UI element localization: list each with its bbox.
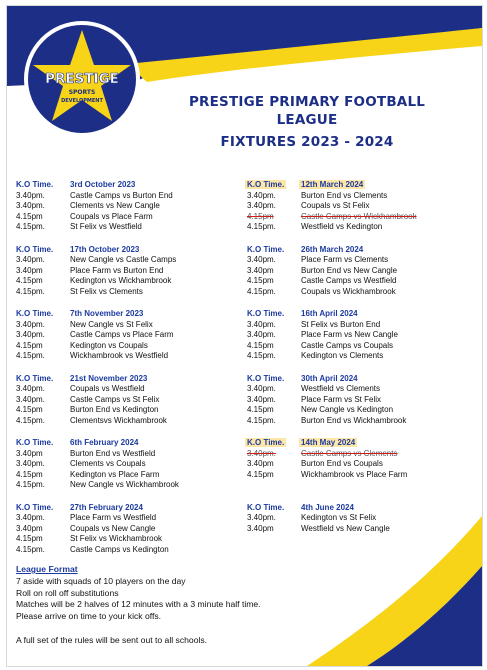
rules-note: A full set of the rules will be sent out to all schools. (16, 634, 208, 645)
kick-off-time: 3.40pm. (16, 255, 45, 265)
fixture-row (16, 330, 246, 341)
kick-off-time: 4.15pm. (16, 222, 45, 232)
ko-time-label: K.O Time. (16, 438, 54, 447)
fixture-row (247, 524, 477, 535)
match-teams: Burton End vs Kedington (70, 405, 159, 415)
fixture-header (247, 309, 477, 320)
fixture-date: 12th March 2024 (301, 180, 364, 189)
match-teams: Burton End vs Wickhambrook (301, 415, 407, 425)
ko-time-label: K.O Time. (16, 309, 54, 318)
ko-time-label: K.O Time. (16, 373, 54, 383)
fixture-row (247, 395, 477, 406)
match-teams: New Cangle vs Castle Camps (70, 255, 177, 265)
match-teams: Westfield vs Kedington (301, 222, 383, 232)
kick-off-time: 4.15pm. (16, 415, 45, 425)
fixture-row (16, 459, 246, 470)
fixture-row (16, 276, 246, 287)
ko-time-label: K.O Time. (16, 502, 54, 512)
title-line-2: FIXTURES 2023 - 2024 (220, 134, 394, 150)
kick-off-time: 4.15pm (247, 340, 274, 350)
kick-off-time: 3.40pm. (247, 394, 276, 404)
fixture-header (247, 245, 477, 256)
kick-off-time: 4.15pm. (16, 544, 45, 554)
match-teams: Coupals vs Wickhambrook (301, 286, 396, 296)
match-teams: Castle Camps vs Wickhambrook (301, 211, 417, 221)
fixture-block (16, 180, 246, 233)
kick-off-time: 3.40pm. (247, 255, 276, 265)
match-teams: Castle Camps vs Kedington (70, 544, 169, 554)
fixture-row (16, 341, 246, 352)
match-teams: Place Farm vs St Felix (301, 394, 382, 404)
fixture-row (247, 266, 477, 277)
format-line: 7 aside with squads of 10 players on the day (16, 575, 186, 586)
fixture-date: 14th May 2024 (301, 438, 356, 447)
fixture-block (16, 503, 246, 556)
logo-name: PRESTIGE (45, 71, 119, 87)
fixture-date: 7th November 2023 (70, 309, 144, 318)
match-teams: Burton End vs Clements (301, 190, 388, 200)
fixture-row (16, 416, 246, 427)
fixture-header (247, 503, 477, 514)
kick-off-time: 3.40pm. (247, 384, 276, 394)
fixture-row (16, 384, 246, 395)
fixture-row (247, 255, 477, 266)
fixture-row (247, 276, 477, 287)
match-teams: Place Farm vs Westfield (70, 513, 157, 523)
kick-off-time: 4.15pm. (16, 286, 45, 296)
ko-time-label: K.O Time. (16, 180, 54, 189)
kick-off-time: 4.15pm (16, 340, 43, 350)
fixture-header (16, 503, 246, 514)
title-line-1: PRESTIGE PRIMARY FOOTBALL LEAGUE (188, 94, 426, 128)
kick-off-time: 4.15pm (16, 211, 43, 221)
kick-off-time: 4.15pm. (247, 222, 276, 232)
match-teams: Westfield vs Clements (301, 384, 380, 394)
fixture-row (247, 201, 477, 212)
fixture-row (16, 470, 246, 481)
fixture-row (16, 480, 246, 491)
kick-off-time: 3.40pm. (16, 394, 45, 404)
fixture-date: 26th March 2024 (301, 244, 364, 254)
match-teams: Castle Camps vs Place Farm (70, 330, 174, 340)
fixture-row (247, 330, 477, 341)
fixture-row (247, 470, 477, 481)
kick-off-time: 4.15pm (16, 276, 43, 286)
fixture-row (247, 212, 477, 223)
match-teams: New Cangle vs Wickhambrook (70, 480, 179, 490)
fixture-header (247, 438, 477, 449)
fixture-row (16, 395, 246, 406)
match-teams: Castle Camps vs Coupals (301, 340, 394, 350)
fixture-date: 4th June 2024 (301, 502, 354, 512)
fixture-row (247, 405, 477, 416)
kick-off-time: 4.15pm. (247, 415, 276, 425)
fixture-header (16, 245, 246, 256)
logo-sub1: SPORTS (68, 89, 96, 96)
fixture-date: 17th October 2023 (70, 244, 140, 254)
match-teams: Castle Camps vs St Felix (70, 394, 160, 404)
fixture-row (16, 545, 246, 556)
fixture-block (16, 245, 246, 298)
match-teams: St Felix vs Clements (70, 286, 143, 296)
fixture-row (247, 513, 477, 524)
kick-off-time: 3.40pm. (247, 319, 276, 329)
match-teams: New Cangle vs St Felix (70, 319, 153, 329)
match-teams: Kedington vs St Felix (301, 513, 377, 523)
fixture-row (16, 255, 246, 266)
fixture-row (16, 222, 246, 233)
kick-off-time: 3.40pm (247, 523, 274, 533)
fixture-row (16, 534, 246, 545)
fixture-date: 30th April 2024 (301, 373, 358, 383)
league-format-heading: League Format (16, 564, 78, 574)
fixture-block (247, 309, 477, 362)
fixture-header (16, 180, 246, 191)
fixture-row (16, 201, 246, 212)
fixture-header (247, 374, 477, 385)
fixture-row (247, 351, 477, 362)
fixture-row (16, 266, 246, 277)
format-line: Please arrive on time to your kick offs. (16, 611, 162, 622)
kick-off-time: 4.15pm. (16, 480, 45, 490)
kick-off-time: 3.40pm. (16, 459, 45, 469)
kick-off-time: 3.40pm. (247, 330, 276, 340)
fixture-row (16, 524, 246, 535)
logo-sub2: DEVELOPMENT (61, 98, 103, 104)
match-teams: St Felix vs Burton End (301, 319, 381, 329)
kick-off-time: 4.15pm (16, 405, 43, 415)
fixture-row (247, 222, 477, 233)
match-teams: Coupals vs Place Farm (70, 211, 153, 221)
fixture-row (247, 459, 477, 470)
match-teams: St Felix vs Wickhambrook (70, 534, 163, 544)
kick-off-time: 3.40pm (16, 448, 43, 458)
kick-off-time: 4.15pm (247, 405, 274, 415)
fixture-row (16, 405, 246, 416)
ko-time-label: K.O Time. (247, 309, 285, 318)
fixture-row (247, 449, 477, 460)
match-teams: St Felix vs Westfield (70, 222, 142, 232)
kick-off-time: 3.40pm. (16, 190, 45, 200)
fixture-block (247, 180, 477, 233)
fixture-row (16, 212, 246, 223)
match-teams: Wickhambrook vs Place Farm (301, 469, 408, 479)
kick-off-time: 3.40pm. (247, 448, 276, 458)
match-teams: Castle Camps vs Clements (301, 448, 398, 458)
fixture-block (247, 245, 477, 298)
fixture-header (247, 180, 477, 191)
match-teams: Burton End vs Coupals (301, 459, 383, 469)
fixture-row (247, 320, 477, 331)
fixture-block (247, 438, 477, 480)
match-teams: Place Farm vs Burton End (70, 265, 164, 275)
kick-off-time: 3.40pm. (16, 201, 45, 211)
fixture-row (247, 287, 477, 298)
kick-off-time: 3.40pm (16, 265, 43, 275)
fixture-row (16, 449, 246, 460)
kick-off-time: 4.15pm (16, 534, 43, 544)
fixture-block (247, 503, 477, 535)
kick-off-time: 3.40pm (247, 265, 274, 275)
fixture-header (16, 374, 246, 385)
fixture-date: 6th February 2024 (70, 438, 139, 447)
fixture-header (16, 438, 246, 449)
match-teams: New Cangle vs Kedington (301, 405, 394, 415)
kick-off-time: 4.15pm (16, 469, 43, 479)
match-teams: Place Farm vs Clements (301, 255, 389, 265)
match-teams: Castle Camps vs Westfield (301, 276, 397, 286)
kick-off-time: 3.40pm. (247, 190, 276, 200)
fixture-row (16, 320, 246, 331)
fixture-row (16, 351, 246, 362)
kick-off-time: 4.15pm (247, 469, 274, 479)
match-teams: Clements vs Coupals (70, 459, 146, 469)
fixture-row (16, 287, 246, 298)
fixture-header (16, 309, 246, 320)
ko-time-label: K.O Time. (247, 180, 285, 189)
ko-time-label: K.O Time. (247, 438, 285, 447)
kick-off-time: 4.15pm (247, 276, 274, 286)
match-teams: Kedington vs Clements (301, 351, 384, 361)
ko-time-label: K.O Time. (16, 244, 54, 254)
kick-off-time: 3.40pm. (16, 330, 45, 340)
kick-off-time: 4.15pm. (247, 286, 276, 296)
match-teams: Kedington vs Wickhambrook (70, 276, 172, 286)
kick-off-time: 4.15pm. (16, 351, 45, 361)
fixture-row (247, 191, 477, 202)
format-line: Roll on roll off substitutions (16, 587, 119, 598)
fixture-date: 21st November 2023 (70, 373, 148, 383)
prestige-logo (23, 20, 141, 138)
match-teams: Westfield vs New Cangle (301, 523, 390, 533)
match-teams: Clementsvs Wickhambrook (70, 415, 167, 425)
fixture-block (16, 438, 246, 491)
fixture-date: 16th April 2024 (301, 309, 358, 318)
match-teams: Kedington vs Coupals (70, 340, 148, 350)
format-line: Matches will be 2 halves of 12 minutes with a 3 minute half time. (16, 599, 261, 610)
match-teams: Burton End vs New Cangle (301, 265, 398, 275)
fixture-row (16, 191, 246, 202)
match-teams: Coupals vs New Cangle (70, 523, 156, 533)
match-teams: Place Farm vs New Cangle (301, 330, 398, 340)
fixture-row (247, 341, 477, 352)
fixture-block (247, 374, 477, 427)
match-teams: Kedington vs Place Farm (70, 469, 160, 479)
kick-off-time: 3.40pm (16, 523, 43, 533)
fixture-date: 3rd October 2023 (70, 180, 136, 189)
match-teams: Coupals vs St Felix (301, 201, 370, 211)
fixture-block (16, 374, 246, 427)
match-teams: Wickhambrook vs Westfield (70, 351, 169, 361)
ko-time-label: K.O Time. (247, 373, 285, 383)
match-teams: Coupals vs Westfield (70, 384, 145, 394)
kick-off-time: 3.40pm. (247, 513, 276, 523)
fixture-block (16, 309, 246, 362)
kick-off-time: 3.40pm. (16, 319, 45, 329)
kick-off-time: 4.15pm (247, 211, 274, 221)
kick-off-time: 3.40pm. (16, 513, 45, 523)
kick-off-time: 3.40pm. (16, 384, 45, 394)
page-title (157, 93, 457, 151)
kick-off-time: 4.15pm. (247, 351, 276, 361)
fixture-date: 27th February 2024 (70, 502, 143, 512)
ko-time-label: K.O Time. (247, 502, 285, 512)
match-teams: Castle Camps vs Burton End (70, 190, 173, 200)
fixtures-poster (6, 5, 483, 667)
kick-off-time: 3.40pm. (247, 201, 276, 211)
ko-time-label: K.O Time. (247, 244, 285, 254)
kick-off-time: 3.40pm (247, 459, 274, 469)
match-teams: Burton End vs Westfield (70, 448, 156, 458)
league-format (16, 564, 376, 647)
fixture-row (247, 384, 477, 395)
match-teams: Clements vs New Cangle (70, 201, 160, 211)
fixture-row (247, 416, 477, 427)
fixture-row (16, 513, 246, 524)
